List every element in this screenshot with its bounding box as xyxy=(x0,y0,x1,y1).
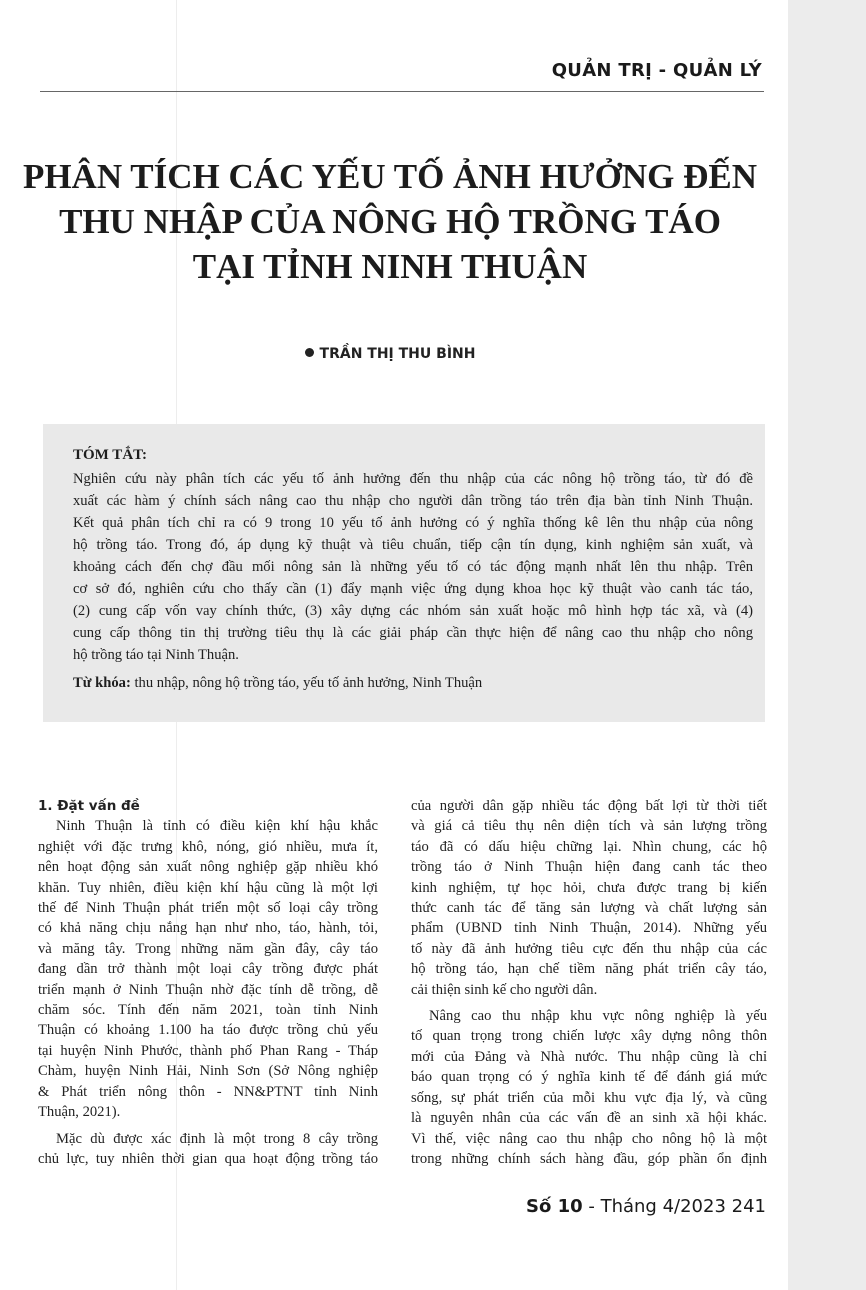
author-name: TRẦN THỊ THU BÌNH xyxy=(319,346,476,362)
text-line: có khả năng chịu nắng hạn như nho, táo, hành, tỏi, xyxy=(38,920,378,937)
abstract-line: cung cấp thông tin thị trường tiêu thụ là các giải pháp cần thực hiện để nâng cao thu nhập cho nông xyxy=(73,625,753,641)
text-line: Nâng cao thu nhập khu vực nông nghiệp là yếu xyxy=(429,1008,767,1025)
keywords-list: thu nhập, nông hộ trồng táo, yếu tố ảnh hưởng, Ninh Thuận xyxy=(130,675,483,691)
text-line: và măng tây. Trong những năm gần đây, cây táo xyxy=(38,940,378,957)
text-line: và giá cả tiêu thụ nên diện tích và sản lượng trồng xyxy=(411,818,767,835)
abstract-line: xuất các hàm ý chính sách nâng cao thu nhập cho người dân trồng táo trên địa bàn tỉnh Ninh Thuận. xyxy=(73,493,753,509)
bullet-icon xyxy=(305,348,314,357)
text-line: Mặc dù được xác định là một trong 8 cây trồng xyxy=(56,1130,378,1147)
text-line: triển mạnh ở Ninh Thuận nhờ đặc tính dễ trồng, dễ xyxy=(38,981,378,998)
abstract-line: cơ sở đó, nghiên cứu cho thấy cần (1) đẩy mạnh việc ứng dụng khoa học kỹ thuật vào canh tác táo, xyxy=(73,581,753,597)
abstract-line: Nghiên cứu này phân tích các yếu tố ảnh hưởng đến thu nhập của các nông hộ trồng táo, từ đó đề xyxy=(73,471,753,487)
keywords-label: Từ khóa: xyxy=(73,675,131,691)
text-line: Chàm, huyện Ninh Hải, Ninh Sơn (Sở Nông nghiệp xyxy=(38,1063,378,1080)
text-line: chủ lực, tuy nhiên thời gian qua hoạt động trồng táo xyxy=(38,1150,378,1167)
text-line: Thuận có khoảng 1.100 ha táo được trồng chủ yếu xyxy=(38,1022,378,1039)
text-line: Vì thế, việc nâng cao thu nhập cho nông hộ là một xyxy=(411,1130,767,1147)
text-line: sống, sự phát triển của mỗi khu vực địa lý, và cũng xyxy=(411,1089,767,1106)
text-line: Ninh Thuận là tỉnh có điều kiện khí hậu khắc xyxy=(56,818,378,835)
text-line: trồng táo ở Ninh Thuận hiện đang canh tác theo xyxy=(411,859,767,876)
text-line: khăn. Tuy nhiên, điều kiện khí hậu cũng là một lợi xyxy=(38,879,378,896)
text-line: táo đã có dấu hiệu chững lại. Nhìn chung, các hộ xyxy=(411,838,767,855)
text-line: là nguyên nhân của các vấn đề an sinh xã hội khác. xyxy=(411,1110,767,1127)
text-line: phẩm (UBND tỉnh Ninh Thuận, 2014). Những yếu xyxy=(411,920,767,937)
text-line: tố quan trọng trong chiến lược xây dựng nông thôn xyxy=(411,1028,767,1045)
body-column-right xyxy=(411,796,767,1169)
text-line: chăm sóc. Tính đến năm 2021, toàn tỉnh Ninh xyxy=(38,1002,378,1019)
page-number: 241 xyxy=(731,1196,766,1217)
abstract-line: khoảng cách đến chợ đầu mối nông sản là những yếu tố có tác động mạnh nhất lên thu nhập. Trên xyxy=(73,559,753,575)
text-line: hộ trồng táo, hạn chế tiềm năng phát triển cây táo, xyxy=(411,961,767,978)
title-line-1: PHÂN TÍCH CÁC YẾU TỐ ẢNH HƯỞNG ĐẾN xyxy=(22,157,758,196)
abstract-line: hộ trồng táo tại Ninh Thuận. xyxy=(73,647,239,663)
section-label: QUẢN TRỊ - QUẢN LÝ xyxy=(551,60,762,81)
abstract-body xyxy=(73,468,753,666)
text-line: nghiệt với đặc trưng khô, nóng, gió nhiều, mưa ít, xyxy=(38,838,378,855)
abstract-box xyxy=(43,424,765,722)
title-line-3: TẠI TỈNH NINH THUẬN xyxy=(192,247,588,286)
page-footer xyxy=(526,1196,766,1217)
keywords xyxy=(73,672,753,694)
author-line xyxy=(0,346,780,362)
text-line: thế để Ninh Thuận phát triển một số loại cây trồng xyxy=(38,900,378,917)
text-line: tại huyện Ninh Phước, thành phố Phan Rang - Tháp xyxy=(38,1042,378,1059)
abstract-line: Kết quả phân tích chỉ ra có 9 trong 10 yếu tố ảnh hưởng có ý nghĩa thống kê lên thu nhập của nông xyxy=(73,515,753,531)
abstract-heading: TÓM TẮT: xyxy=(73,447,148,463)
text-line: thức canh tác để tăng sản lượng và chất lượng sản xyxy=(411,900,767,917)
text-line: báo quan trọng có ý nghĩa kinh tế để đánh giá mức xyxy=(411,1069,767,1086)
abstract-line: (2) cung cấp vốn vay chính thức, (3) xây dựng các nhóm sản xuất hoặc mô hình hợp tác xã, và (4) xyxy=(73,603,753,619)
text-line: cải thiện sinh kế cho người dân. xyxy=(411,981,598,998)
article-title xyxy=(20,154,760,289)
header-rule xyxy=(40,91,764,92)
abstract-content xyxy=(73,444,753,694)
text-line: kinh nghiệm, tự học hỏi, chưa được trang bị kiến xyxy=(411,879,767,896)
text-line: trong những chính sách hàng đầu, góp phần ổn định xyxy=(411,1150,767,1167)
text-line: của người dân gặp nhiều tác động bất lợi từ thời tiết xyxy=(411,798,767,814)
text-line: Thuận, 2021). xyxy=(38,1104,121,1121)
body-column-left xyxy=(38,796,378,1169)
section-heading: 1. Đặt vấn đề xyxy=(38,798,140,814)
text-line: & Phát triển nông thôn - NN&PTNT tỉnh Ninh xyxy=(38,1083,378,1100)
abstract-line: hộ trồng táo. Trong đó, áp dụng kỹ thuật và tiêu chuẩn, tiếp cận tín dụng, kinh nghiệm sản xuất, và xyxy=(73,537,753,553)
text-line: nên hoạt động sản xuất nông nghiệp gặp nhiều khó xyxy=(38,859,378,876)
text-line: tố này đã ảnh hưởng tiêu cực đến thu nhập của các xyxy=(411,940,767,957)
page-margin-strip xyxy=(788,0,866,1290)
issue-date: - Tháng 4/2023 xyxy=(582,1196,726,1217)
text-line: đang dần trở thành một loại cây trồng được phát xyxy=(38,961,378,978)
text-line: mới của Đảng và Nhà nước. Thu nhập cũng là chỉ xyxy=(411,1048,767,1065)
title-line-2: THU NHẬP CỦA NÔNG HỘ TRỒNG TÁO xyxy=(59,202,721,241)
issue-number: Số 10 xyxy=(525,1196,583,1217)
